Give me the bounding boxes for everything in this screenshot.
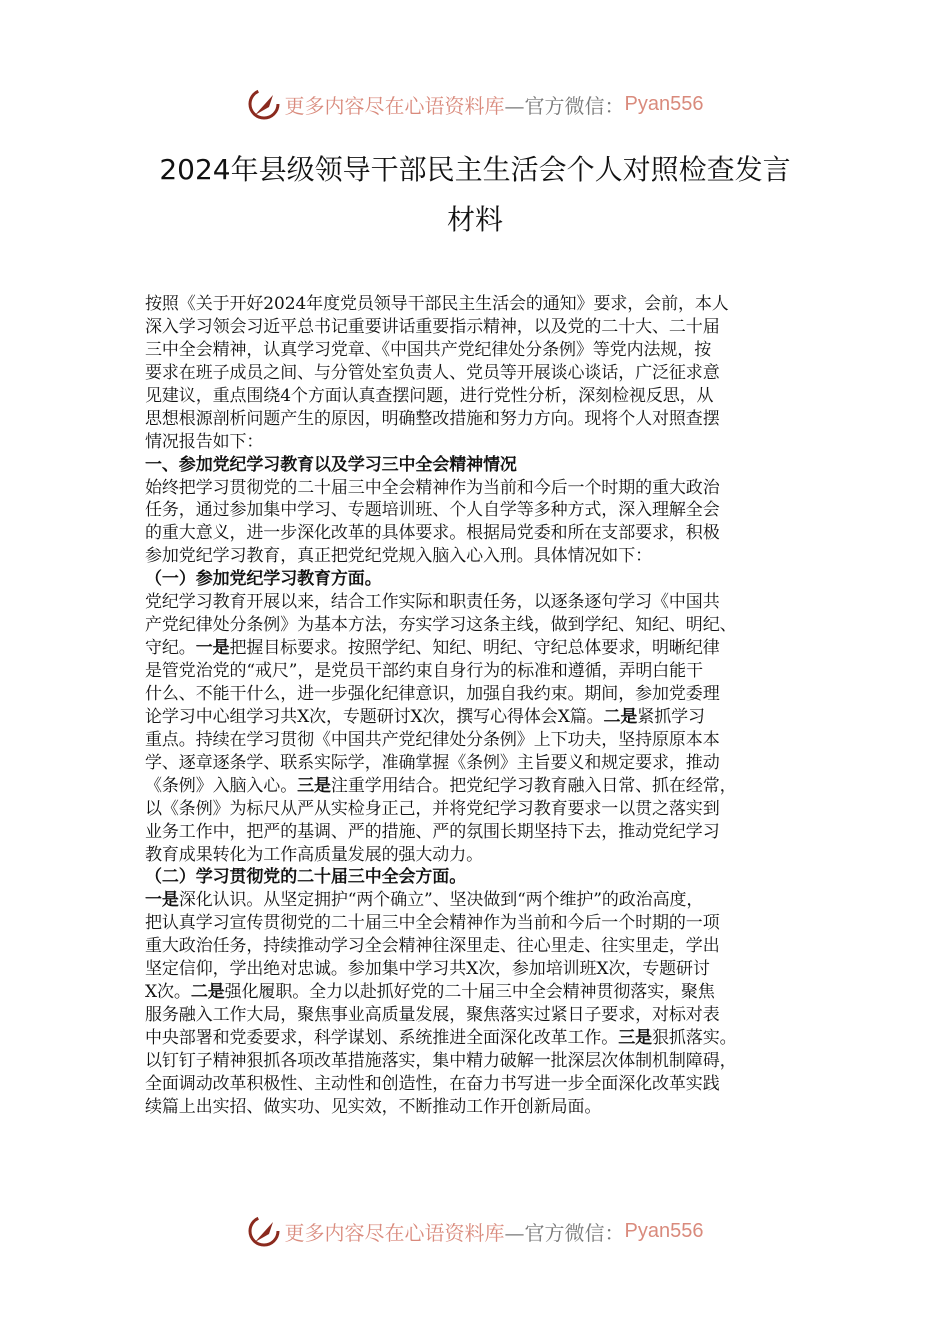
text-line (145, 798, 825, 821)
quill-logo-icon (247, 1214, 281, 1248)
text-run: 狠抓落实。 (652, 1028, 737, 1048)
text-run: 参加党纪学习教育，真正把党纪党规入脑入心入刑。具体情况如下： (145, 546, 652, 567)
text-run: 什么、不能干什么，进一步强化纪律意识，加强自我约束。期间，参加党委理 (145, 683, 720, 704)
text-line (145, 568, 825, 591)
text-line (145, 752, 825, 775)
text-line (145, 499, 825, 522)
text-run: 中央部署和党委要求，科学谋划、系统推进全面深化改革工作。 (145, 1028, 619, 1048)
bold-text: 三是 (618, 1028, 653, 1048)
bold-text: 一、参加党纪学习教育以及学习三中全会精神情况 (145, 454, 517, 475)
text-line (145, 866, 825, 889)
text-line (145, 1096, 825, 1119)
text-run: 坚定信仰，学出绝对忠诚。参加集中学习共X次，参加培训班X次，专题研讨 (145, 959, 710, 980)
bold-text: 二是 (603, 706, 638, 727)
bold-text: 三是 (297, 775, 331, 796)
text-run: 把认真学习宣传贯彻党的二十届三中全会精神作为当前和今后一个时期的一项 (145, 913, 720, 934)
text-line (145, 1050, 825, 1073)
watermark-footer (0, 1211, 950, 1251)
text-run: 始终把学习贯彻党的二十届三中全会精神作为当前和今后一个时期的重大政治 (145, 477, 720, 498)
text-line (145, 775, 825, 798)
text-run: 续篇上出实招、做实功、见实效，不断推动工作开创新局面。 (145, 1096, 602, 1117)
text-run: 党纪学习教育开展以来，结合工作实际和职责任务，以逐条逐句学习《中国共 (145, 592, 720, 613)
text-line (145, 614, 825, 637)
bold-text: 一是 (145, 890, 179, 911)
text-run: 把握目标要求。按照学纪、知纪、明纪、守纪总体要求，明晰纪律 (229, 638, 720, 659)
text-line (145, 981, 825, 1004)
text-run: 紧抓学习 (637, 706, 705, 727)
text-line (145, 522, 825, 545)
text-run: 服务融入工作大局，聚焦事业高质量发展，聚焦落实过紧日子要求，对标对表 (145, 1005, 720, 1026)
text-run: 强化履职。全力以赴抓好党的二十届三中全会精神贯彻落实，聚焦 (224, 982, 715, 1003)
text-run: 要求在班子成员之间、与分管处室负责人、党员等开展谈心谈话，广泛征求意 (145, 362, 720, 383)
watermark-wechat-id: Pyan556 (624, 92, 704, 115)
text-run: 业务工作中，把严的基调、严的措施、严的氛围长期坚持下去，推动党纪学习 (145, 821, 720, 842)
text-run: 思想根源剖析问题产生的原因，明确整改措施和努力方向。现将个人对照查摆 (145, 408, 720, 429)
text-line (145, 1027, 825, 1050)
quill-logo-icon (247, 87, 281, 121)
watermark-text: 更多内容尽在心语资料库 (284, 1220, 505, 1245)
text-run: 注重学用结合。把党纪学习教育融入日常、抓在经常， (330, 775, 737, 796)
text-line (145, 385, 825, 408)
text-line (145, 316, 825, 339)
text-line (145, 683, 825, 706)
text-run: 《条例》入脑入心。 (145, 775, 298, 796)
text-run: 教育成果转化为工作高质量发展的强大动力。 (145, 844, 483, 865)
text-run: 重大政治任务，持续推动学习全会精神往深里走、往心里走、往实里走，学出 (145, 936, 720, 957)
text-line (145, 912, 825, 935)
watermark-wechat-label: —官方微信： (504, 93, 625, 118)
watermark-text: 更多内容尽在心语资料库 (284, 93, 505, 118)
text-run: 学、逐章逐条学、联系实际学，准确掌握《条例》主旨要义和规定要求，推动 (145, 752, 720, 773)
text-run: X次。 (145, 982, 191, 1003)
text-run: 产党纪律处分条例》为基本方法，夯实学习这条主线，做到学纪、知纪、明纪、 (145, 615, 737, 636)
text-line (145, 477, 825, 500)
document-body (145, 293, 825, 1119)
text-line (145, 958, 825, 981)
text-run: 重点。持续在学习贯彻《中国共产党纪律处分条例》上下功夫，坚持原原本本 (145, 729, 720, 750)
text-line (145, 1004, 825, 1027)
bold-text: 二是 (190, 982, 225, 1003)
text-run: 全面调动改革积极性、主动性和创造性，在奋力书写进一步全面深化改革实践 (145, 1073, 720, 1094)
text-line (145, 431, 825, 454)
text-run: 守纪。 (145, 638, 196, 659)
text-run: 的重大意义，进一步深化改革的具体要求。根据局党委和所在支部要求，积极 (145, 523, 720, 544)
text-run: 见建议，重点围绕4个方面认真查摆问题，进行党性分析，深刻检视反思，从 (145, 385, 714, 406)
watermark-wechat-id: Pyan556 (624, 1219, 704, 1242)
text-line (145, 362, 825, 385)
document-title (0, 145, 950, 245)
text-run: 以《条例》为标尺从严从实检身正己，并将党纪学习教育要求一以贯之落实到 (145, 798, 720, 819)
text-line (145, 454, 825, 477)
bold-text: （二）学习贯彻党的二十届三中全会方面。 (145, 867, 467, 888)
text-run: 深入学习领会习近平总书记重要讲话重要指示精神，以及党的二十大、二十届 (145, 316, 720, 337)
text-line (145, 844, 825, 867)
text-line (145, 1073, 825, 1096)
text-line (145, 706, 825, 729)
text-line (145, 889, 825, 912)
text-line (145, 729, 825, 752)
watermark-wechat-label: —官方微信： (504, 1220, 625, 1245)
bold-text: 一是 (195, 638, 230, 659)
text-run: 论学习中心组学习共X次，专题研讨X次，撰写心得体会X篇。 (145, 706, 604, 727)
text-line (145, 935, 825, 958)
text-run: 以钉钉子精神狠抓各项改革措施落实，集中精力破解一批深层次体制机制障碍， (145, 1050, 737, 1071)
text-run: 是管党治党的“戒尺”，是党员干部约束自身行为的标准和遵循，弄明白能干 (145, 661, 703, 681)
text-line (145, 660, 825, 683)
watermark-header (0, 84, 950, 124)
text-line (145, 821, 825, 844)
text-run: 情况报告如下： (145, 431, 264, 452)
bold-text: （一）参加党纪学习教育方面。 (145, 569, 382, 590)
text-line (145, 339, 825, 362)
text-line (145, 545, 825, 568)
title-line-1: 2024年县级领导干部民主生活会个人对照检查发言 (159, 153, 791, 186)
text-line (145, 408, 825, 431)
text-line (145, 293, 825, 316)
text-line (145, 591, 825, 614)
text-run: 深化认识。从坚定拥护“两个确立”、坚决做到“两个维护”的政治高度， (178, 890, 704, 911)
text-run: 任务，通过参加集中学习、专题培训班、个人自学等多种方式，深入理解全会 (145, 500, 720, 521)
text-run: 按照《关于开好2024年度党员领导干部民主生活会的通知》要求，会前，本人 (145, 294, 729, 314)
title-line-2: 材料 (446, 203, 503, 236)
text-line (145, 637, 825, 660)
text-run: 三中全会精神，认真学习党章、《中国共产党纪律处分条例》等党内法规，按 (145, 339, 712, 360)
